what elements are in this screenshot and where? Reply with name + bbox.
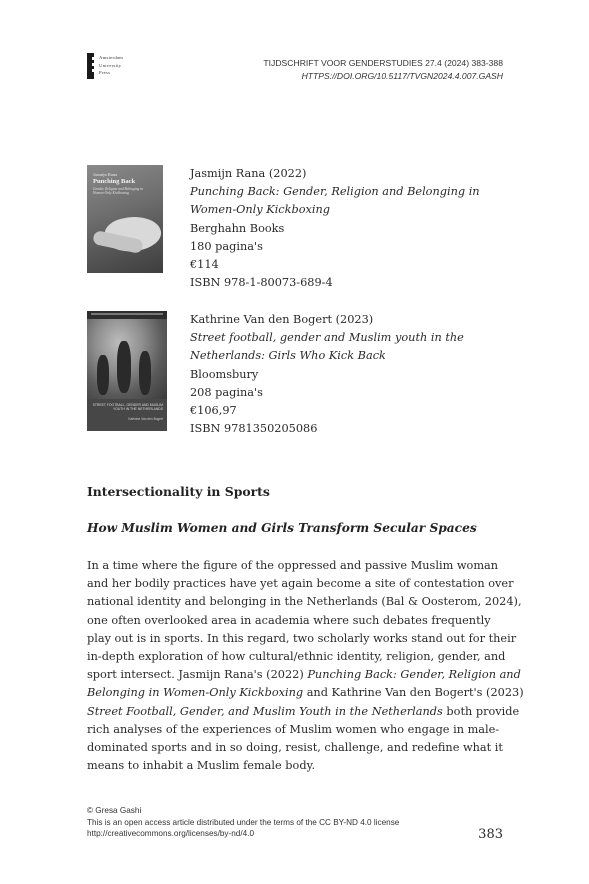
book-author-year: Jasmijn Rana (2022) xyxy=(190,167,307,180)
text-run: in-depth exploration of how cultural/ethnic identity, religion, gender, and xyxy=(87,650,506,664)
italic-text: Punching Back: Gender, Religion and xyxy=(307,668,521,682)
book-isbn: ISBN 9781350205086 xyxy=(190,422,318,436)
journal-citation: TIJDSCHRIFT VOOR GENDERSTUDIES 27.4 (2024) 383-388 xyxy=(263,58,503,68)
body-line xyxy=(87,739,517,757)
publisher-logo xyxy=(87,53,157,79)
book-author-year: Kathrine Van den Bogert (2023) xyxy=(190,313,374,326)
text-run: one often overlooked area in academia where such debates frequently xyxy=(87,613,491,627)
body-line xyxy=(87,666,521,684)
text-run: and her bodily practices have yet again become a site of contestation over xyxy=(87,577,514,591)
license-notice: This is an open access article distributed under the terms of the CC BY-ND 4.0 license xyxy=(87,817,400,827)
section-heading: Intersectionality in Sports xyxy=(87,484,270,499)
body-line xyxy=(87,557,517,575)
body-line xyxy=(87,757,517,775)
text-run: In a time where the figure of the oppressed and passive Muslim woman xyxy=(87,559,499,572)
italic-text: Belonging in Women-Only Kickboxing xyxy=(87,686,304,700)
text-run: national identity and belonging in the Netherlands (Bal & Oosterom, 2024), xyxy=(87,595,522,609)
book-price: €106,97 xyxy=(190,404,237,418)
body-line xyxy=(87,575,517,593)
license-url[interactable]: http://creativecommons.org/licenses/by-nd/4.0 xyxy=(87,829,255,838)
body-line xyxy=(87,684,524,702)
book-pages: 208 pagina's xyxy=(190,385,263,399)
text-run: rich analyses of the experiences of Muslim women who engage in male- xyxy=(87,722,500,736)
text-run: play out is in sports. In this regard, two scholarly works stand out for their xyxy=(87,631,517,645)
journal-doi[interactable]: HTTPS://DOI.ORG/10.5117/TVGN2024.4.007.GASH xyxy=(301,71,503,81)
book-details xyxy=(190,311,520,438)
book-price: €114 xyxy=(190,258,219,272)
book-cover-image: Jasmijn Rana Punching Back Gender, Religion and Belonging in Women-Only Kickboxing xyxy=(87,165,163,273)
body-line xyxy=(87,593,522,611)
body-line xyxy=(87,703,520,721)
text-run: dominated sports and in so doing, resist, challenge, and redefine what it xyxy=(87,741,503,755)
body-line xyxy=(87,612,517,630)
text-run: and Kathrine Van den Bogert's (2023) xyxy=(303,686,524,700)
text-run: sport intersect. Jasmijn Rana's (2022) xyxy=(87,668,308,682)
page-number: 383 xyxy=(478,827,503,842)
text-run: both provide xyxy=(442,704,520,718)
body-line xyxy=(87,630,517,648)
logo-text: Amsterdam University Press xyxy=(99,55,124,75)
body-paragraph xyxy=(87,557,524,775)
book-isbn: ISBN 978-1-80073-689-4 xyxy=(190,276,333,290)
body-line xyxy=(87,648,517,666)
book-title-line: Punching Back: Gender, Religion and Belonging in xyxy=(190,185,480,199)
book-details xyxy=(190,165,520,292)
book-publisher: Berghahn Books xyxy=(190,221,285,235)
section-subheading: How Muslim Women and Girls Transform Secular Spaces xyxy=(87,521,477,535)
page-footer xyxy=(87,805,399,840)
copyright-notice: © Gresa Gashi xyxy=(87,806,142,815)
book-title-line: Netherlands: Girls Who Kick Back xyxy=(190,349,386,363)
body-line xyxy=(87,721,517,739)
text-run: means to inhabit a Muslim female body. xyxy=(87,759,316,773)
italic-text: Street Football, Gender, and Muslim Youth in the Netherlands xyxy=(87,704,443,718)
book-title-line: Women-Only Kickboxing xyxy=(190,203,331,217)
journal-header xyxy=(263,57,503,83)
book-title-line: Street football, gender and Muslim youth in the xyxy=(190,331,464,345)
book-cover-image: STREET FOOTBALL, GENDER AND MUSLIM YOUTH IN THE NETHERLANDS Kathrine Van den Bogert xyxy=(87,311,167,431)
book-publisher: Bloomsbury xyxy=(190,367,259,381)
book-pages: 180 pagina's xyxy=(190,239,263,253)
